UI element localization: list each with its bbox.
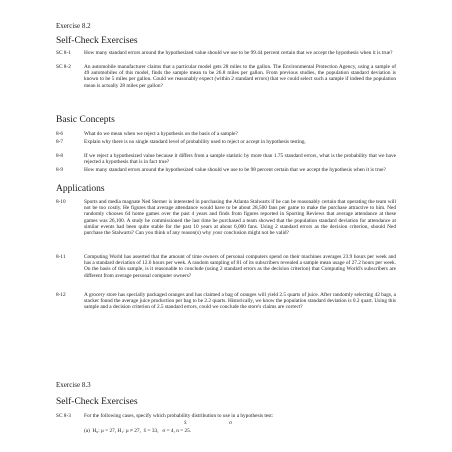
exercise-text: Computing World has asserted that the amount of time owners of personal computers spend on their machines averages 23.9 hours per week and has a standard deviation of 12.6 hours per week. A random sampling of 81 of its subscribers revealed a sample mean usage of 27.2 hours per week. On the basis of this sample, is it reasonable to conclude (using 2 standard errors as the decision criterion) that Computing World's subscribers are different from average personal computer owners? xyxy=(84,254,396,279)
xbar-symbol: x̄ xyxy=(184,420,187,426)
sigma-symbol: σ xyxy=(229,420,232,426)
exercise-8-9 xyxy=(56,167,396,173)
exercise-8-10 xyxy=(56,199,396,236)
exercise-text: Explain why there is no single standard level of probability used to reject or accept in hypothesis testing. xyxy=(84,139,306,145)
exercise-text: Sports and media magnate Ned Sterner is interested in purchasing the Atlanta Stalwarts if he can be reasonably certain that operating the team will not be too costly. He figures that average attendance would have to be about 28,500 fans per game to make the purchase attractive to him. Ned randomly chooses 64 home games over the past 4 years and finds from figures reported in Sporting Reviews that average attendance at these games was 26,100. A study he commissioned the last time he purchased a team showed that the population standard deviation for attendance at similar events had been quite stable for the past 10 years at about 6,000 fans. Using 2 standard errors as the decision criterion, should Ned purchase the Stalwarts? Can you think of any reason(s) why your conclusion might not be valid? xyxy=(84,199,396,237)
exercise-8-6 xyxy=(56,131,396,137)
hypothesis-formula: (a) H₀: μ = 27, H₁: μ ≠ 27, x̄ = 33, σ = 4, n = 25. xyxy=(84,428,192,434)
exercise-number: 8-7 xyxy=(56,139,64,145)
exercise-8-12 xyxy=(56,292,396,311)
exercise-text: What do we mean when we reject a hypothesis on the basis of a sample? xyxy=(84,131,238,137)
exercise-sc-8-1 xyxy=(56,50,396,56)
exercise-text: How many standard errors around the hypothesized value should we use to be 99.44 percent certain that we accept the hypothesis when it is true? xyxy=(84,50,393,56)
exercise-number: SC 8-1 xyxy=(56,50,71,56)
exercise-8-8 xyxy=(56,153,396,165)
basic-concepts-heading: Basic Concepts xyxy=(56,115,115,125)
self-check-heading-2: Self-Check Exercises xyxy=(56,397,138,407)
exercise-text: For the following cases, specify which probability distribution to use in a hypothesis test: xyxy=(84,413,274,419)
exercise-8-11 xyxy=(56,254,396,279)
self-check-heading: Self-Check Exercises xyxy=(56,36,138,46)
exercise-number: 8-10 xyxy=(56,199,66,205)
exercise-number: 8-8 xyxy=(56,153,64,159)
exercise-text: If we reject a hypothesized value because it differs from a sample statistic by more than 1.75 standard errors, what is the probability that we have rejected a hypothesis that is in fact true? xyxy=(84,153,396,166)
exercise-sc-8-3 xyxy=(56,413,396,419)
exercise-number: SC 8-3 xyxy=(56,413,71,419)
exercise-8-7 xyxy=(56,139,396,145)
exercise-8-3-heading: Exercise 8.3 xyxy=(56,381,91,389)
exercise-8-2-heading: Exercise 8.2 xyxy=(56,22,91,30)
exercise-text: A grocery store has specially packaged oranges and has claimed a bag of oranges will yield 2.5 quarts of juice. After randomly selecting 42 bags, a stacker found the average juice production per bag to be 2.2 quarts. Historically, we know the population standard deviation is 0.2 quart. Using this sample and a decision criterion of 2.5 standard errors, could we conclude the store's claims are correct? xyxy=(84,292,396,311)
exercise-number: 8-9 xyxy=(56,167,64,173)
exercise-number: 8-12 xyxy=(56,292,66,298)
exercise-text: An automobile manufacturer claims that a particular model gets 28 miles to the gallon. The Environmental Protection Agency, using a sample of 49 automobiles of this model, finds the sample mean to be 26.8 miles per gallon. From previous studies, the population standard deviation is known to be 5 miles per gallon. Could we reasonably expect (within 2 standard errors) that we could select such a sample if indeed the population mean is actually 28 miles per gallon? xyxy=(84,64,396,89)
applications-heading: Applications xyxy=(56,184,105,194)
exercise-number: 8-6 xyxy=(56,131,64,137)
exercise-sc-8-2 xyxy=(56,64,396,89)
exercise-number: SC 8-2 xyxy=(56,64,71,70)
exercise-number: 8-11 xyxy=(56,254,66,260)
exercise-text: How many standard errors around the hypothesized value should we use to be 98 percent certain that we accept the hypothesis when it is true? xyxy=(84,167,386,173)
